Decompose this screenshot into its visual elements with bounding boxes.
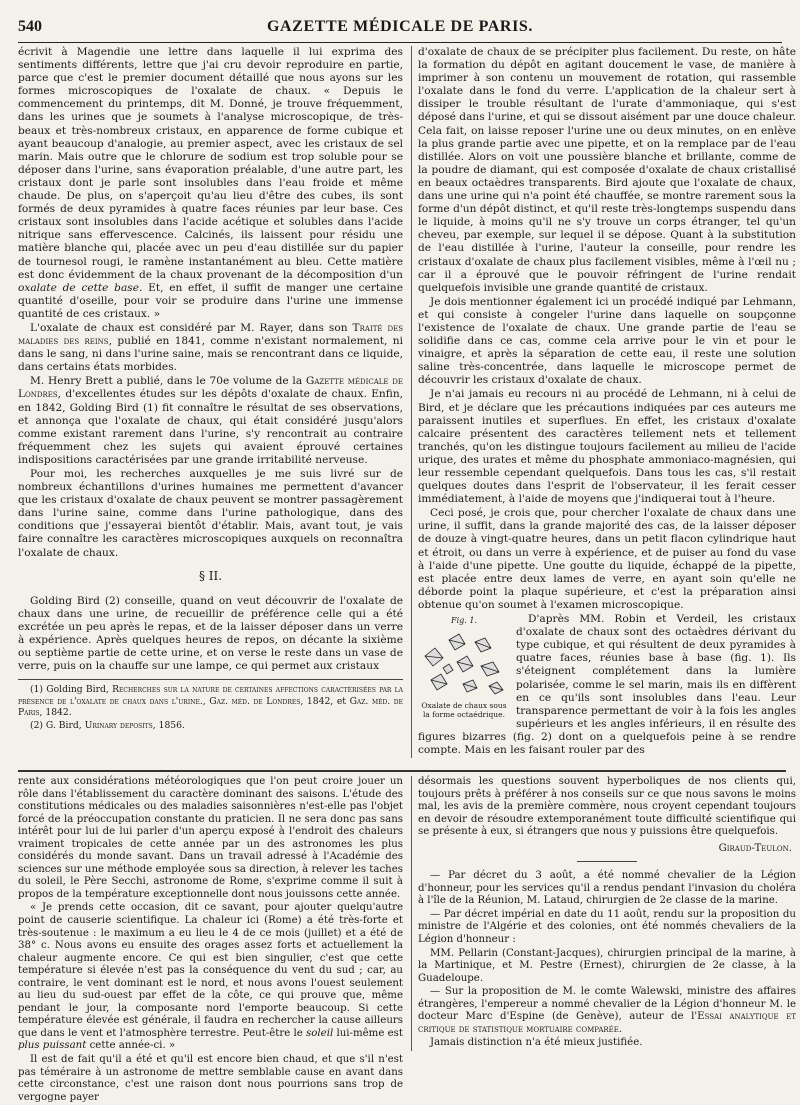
news-item: — Par décret impérial en date du 11 août, rendu sur la proposition du ministre de l'Algérie et des colonies, ont été nommés chevaliers de la Légion d'honneur :	[418, 908, 796, 946]
paragraph: d'oxalate de chaux de se précipiter plus facilement. Du reste, on hâte la formation du dépôt en agitant doucement le vase, de manière à imprimer à son contenu un mouvement de rotation, qui rassemble l'oxalate dans le fond du verre. L'application de la chaleur sert à dissiper le trouble résultant de l'urate d'ammoniaque, qui s'est déposé dans l'urine, et qui se dissout aisément par une douce chaleur. Cela fait, on laisse reposer l'urine une ou deux minutes, on en enlève la plus grande partie avec une pipette, et on la remplace par de l'eau distillée. Alors on voit une poussière blanche et brillante, comme de la poudre de diamant, qui est composée d'oxalate de chaux cristallisé en beaux octaèdres transparents. Bird ajoute que l'oxalate de chaux, dans une urine qui n'a point été chauffée, se montre rarement sous la forme d'un dépôt distinct, et qu'il reste très-longtemps suspendu dans le liquide, à moins qu'il ne s'y trouve un corps étranger, tel qu'un cheveu, par exemple, sur lequel il se dépose. Quant à la substitution de l'eau distillée à l'urine, l'auteur la conseille, pour rendre les cristaux d'oxalate de chaux plus facilement visibles, même à l'œil nu ; car il a éprouvé que le pouvoir réfringent de l'urine rendait quelquefois invisible une grande quantité de cristaux.	[418, 46, 796, 294]
left-column	[18, 46, 403, 732]
lower-right-column	[411, 776, 796, 1051]
paragraph: Je dois mentionner également ici un procédé indiqué par Lehmann, et qui consiste à congeler l'urine dans laquelle on soupçonne l'existence de l'oxalate de chaux. Une grande partie de l'eau se solidifie dans ce cas, comme cela arrive pour le vin et pour le vinaigre, et après la séparation de cette eau, il reste une solution saline très-concentrée, dans laquelle le microscope permet de découvrir les cristaux d'oxalate de chaux.	[418, 295, 796, 387]
page-number: 540	[18, 18, 42, 35]
lower-left-column	[18, 776, 403, 1105]
news-item: — Par décret du 3 août, a été nommé chevalier de la Légion d'honneur, pour les services qu'il a rendus pendant l'invasion du choléra à l'île de la Réunion, M. Lataud, chirurgien de 2e classe de la marine.	[418, 870, 796, 907]
lower-feuilleton	[18, 776, 796, 1103]
paragraph: rente aux considérations météorologiques que l'on peut croire jouer un rôle dans l'établissement du caractère dominant des saisons. L'étude des constitutions médicales ou des maladies saisonnières n'est-elle pas l'objet forcé de la préoccupation constante du praticien. Il ne sera donc pas sans intérêt pour lui de lui parler d'un aperçu exposé à l'endroit des chaleurs vraiment tropicales de cette année par un des astronomes les plus considérés du monde savant. Dans un travail adressé à l'Académie des sciences sur une méthode employée sous sa direction, à relever les taches du soleil, le Père Secchi, astronome de Rome, s'exprime comme il suit à propos de la température exceptionnelle dont nous jouissons cette année.	[18, 776, 403, 900]
news-item: — Sur la proposition de M. le comte Walewski, ministre des affaires étrangères, l'empereur a nommé chevalier de la Légion d'honneur M. le docteur Marc d'Espine (de Genève), auteur de l'Essai analytique et critique de statistique mortuaire comparée.	[418, 986, 796, 1035]
section-heading: § II.	[198, 568, 223, 583]
paragraph: M. Henry Brett a publié, dans le 70e volume de la Gazette médicale de Londres, d'excellentes études sur les dépôts d'oxalate de chaux. Enfin, en 1842, Golding Bird (1) fit connaître le résultat de ses observations, et annonça que l'oxalate de chaux, qui était considéré jusqu'alors comme existant rarement dans l'urine, s'y rencontrait au contraire fréquemment chez les sujets qui avaient éprouvé certaines indispositions caractérisées par une grande irritabilité nerveuse.	[18, 375, 404, 466]
paragraph: Je n'ai jamais eu recours ni au procédé de Lehmann, ni à celui de Bird, et je déclare que les précautions indiquées par ces auteurs me paraissent inutiles et superflues. En effet, les cristaux d'oxalate calcaire présentent des caractères tellement nets et tellement tranchés, qu'on les distingue toujours facilement au milieu de l'acide urique, des urates et même du phosphate ammoniaco-magnésien, qui leur ressemble cependant quelquefois. Dans tous les cas, s'il restait quelques doutes dans l'esprit de l'observateur, il les ferait cesser immédiatement, à l'aide de moyens que j'indiquerai tout à l'heure.	[418, 388, 796, 506]
figure-caption: Oxalate de chaux sous la forme octaédrique.	[421, 701, 507, 719]
divider	[577, 861, 637, 862]
journal-title: GAZETTE MÉDICALE DE PARIS.	[266, 18, 533, 35]
paragraph: « Je prends cette occasion, dit ce savant, pour ajouter quelqu'autre point de causerie scientifique. La chaleur ici (Rome) a été très-forte et très-soutenue : le maximum a eu lieu le 4 de ce mois (juillet) et a été de 38° c. Nous avons eu ensuite des orages assez forts et actuellement la chaleur augmente encore. Ce qui est bien singulier, c'est que cette température si élevée n'est pas la conséquence du vent du sud ; car, au contraire, le vent dominant est le nord, et nous avons l'ouest seulement au lieu du sud-ouest par effet de la côte, ce qui prouve que, même pendant le jour, la composante nord l'emporte beaucoup. Si cette température élevée est générale, il faudra en rechercher la cause ailleurs que dans le vent et l'atmosphère terrestre. Peut-être le soleil lui-même est plus puissant cette année-ci. »	[18, 902, 403, 1052]
paragraph: Ceci posé, je crois que, pour chercher l'oxalate de chaux dans une urine, il suffit, dans la grande majorité des cas, de la laisser déposer de douze à vingt-quatre heures, dans un petit flacon cylindrique haut et étroit, ou dans un verre à expérience, et de puiser au fond du vase à l'aide d'une pipette. Une goutte du liquide, échappé de la pipette, est placée entre deux lames de verre, en ayant soin qu'elle ne déborde point la plaque supérieure, et c'est la préparation ainsi obtenue qu'on soumet à l'examen microscopique.	[418, 507, 796, 611]
right-column	[411, 46, 796, 758]
footnote-rule	[18, 679, 403, 680]
footnote-2: (2) G. Bird, Urinary deposits, 1856.	[30, 719, 185, 731]
paragraph: Il est de fait qu'il a été et qu'il est encore bien chaud, et que s'il n'est pas téméraire à un astronome de mettre semblable cause en avant dans cette circonstance, c'est une raison dont nous pourrions sans trop de vergogne payer	[18, 1054, 403, 1103]
paragraph: écrivit à Magendie une lettre dans laquelle il lui exprima des sentiments différents, lettre que j'ai cru devoir reproduire en partie, parce que c'est le premier document détaillé que nous ayons sur les formes microscopiques de l'oxalate de chaux. « Depuis le commencement du printemps, dit M. Donné, je trouve fréquemment, dans les urines que je soumets à l'analyse microscopique, de très-beaux et très-nombreux cristaux, en apparence de forme cubique et ayant beaucoup d'analogie, au premier aspect, avec les cristaux de sel marin. Mais outre que le chlorure de sodium est trop soluble pour se déposer dans l'urine, sans évaporation préalable, d'une autre part, les cristaux dont je parle sont insolubles dans l'eau froide et même chaude. De plus, on s'aperçoit qu'au lieu d'être des cubes, ils sont formés de deux pyramides à quatre faces réunies par leur base. Ces cristaux sont insolubles dans l'acide acétique et solubles dans l'acide nitrique sans effervescence. Calcinés, ils laissent pour résidu une matière blanche qui, placée avec un peu d'eau distillée sur du papier de tournesol rougi, le ramène instantanément au bleu. Cette matière est donc évidemment de la chaux provenant de la décomposition d'un oxalate de cette base. Et, en effet, il suffit de manger une certaine quantité d'oseille, pour voir se produire dans l'urine une immense quantité de ces cristaux. »	[18, 46, 403, 320]
paragraph: désormais les questions souvent hyperboliques de nos clients qui, toujours prêts à préférer à nos conseils sur ce que nous savons le moins mal, les avis de la première commère, nous croyent cependant toujours en devoir de résoudre extemporanément toute difficulté scientifique qui se présente à eux, si étrangers que nous y puissions être quelquefois.	[418, 776, 796, 838]
paragraph: D'après MM. Robin et Verdeil, les cristaux d'oxalate de chaux sont des octaèdres dérivant du type cubique, et qui résultent de deux pyramides à quatre faces, réunies base à base (fig. 1). Ils s'éteignent complétement dans la lumière polarisée, comme le sel marin, mais ils en diffèrent en ce qu'ils sont insolubles dans l'eau. Leur transparence permettant de voir à la fois les angles supérieurs et les angles inférieurs, il en résulte des figures bizarres (fig. 2) dont on a quelquefois peine à se rendre compte. Mais en les faisant rouler par des	[418, 613, 796, 756]
news-item: Jamais distinction n'a été mieux justifiée.	[430, 1037, 643, 1049]
paragraph: L'oxalate de chaux est considéré par M. Rayer, dans son Traité des maladies des reins, publié en 1841, comme n'existant normalement, ni dans le sang, ni dans l'urine saine, mais se rencontrant dans ce liquide, dans certains états morbides.	[18, 321, 404, 374]
upper-article	[18, 46, 796, 768]
figure-label: Fig. 1.	[451, 616, 477, 626]
paragraph: Pour moi, les recherches auxquelles je me suis livré sur de nombreux échantillons d'urines humaines me permettent d'avancer que les cristaux d'oxalate de chaux peuvent se montrer passagèrement dans l'urine saine, comme dans l'urine pathologique, dans des conditions que j'essayerai bientôt d'établir. Mais, avant tout, je vais faire connaître les caractères microscopiques auxquels on reconnaîtra l'oxalate de chaux.	[18, 468, 403, 559]
footnote-1: (1) Golding Bird, Recherches sur la nature de certaines affections caractérisées par la présence de l'oxalate de chaux dans l'urine., Gaz. méd. de Londres, 1842, et Gaz. méd. de Paris, 1842.	[18, 684, 404, 719]
author-signature: Giraud-Teulon.	[718, 842, 792, 854]
paragraph: Golding Bird (2) conseille, quand on veut découvrir de l'oxalate de chaux dans une urine, de recueillir de préférence celle qui a été excrétée un peu après le repas, et de la laisser déposer dans un verre à expérience. Après quelques heures de repos, on décante la sixième ou septième partie de cette urine, et on verse le reste dans un vase de verre, puis on la chauffe sur une lampe, ce qui permet aux cristaux	[18, 594, 403, 673]
figure-1	[418, 617, 510, 727]
news-item: MM. Pellarin (Constant-Jacques), chirurgien principal de la marine, à la Martinique, et M. Pestre (Ernest), chirurgien de 2e classe, à la Guadeloupe.	[418, 947, 796, 984]
section-separator	[18, 770, 786, 772]
octahedral-crystals-illustration	[419, 628, 509, 700]
page-header	[18, 12, 782, 43]
